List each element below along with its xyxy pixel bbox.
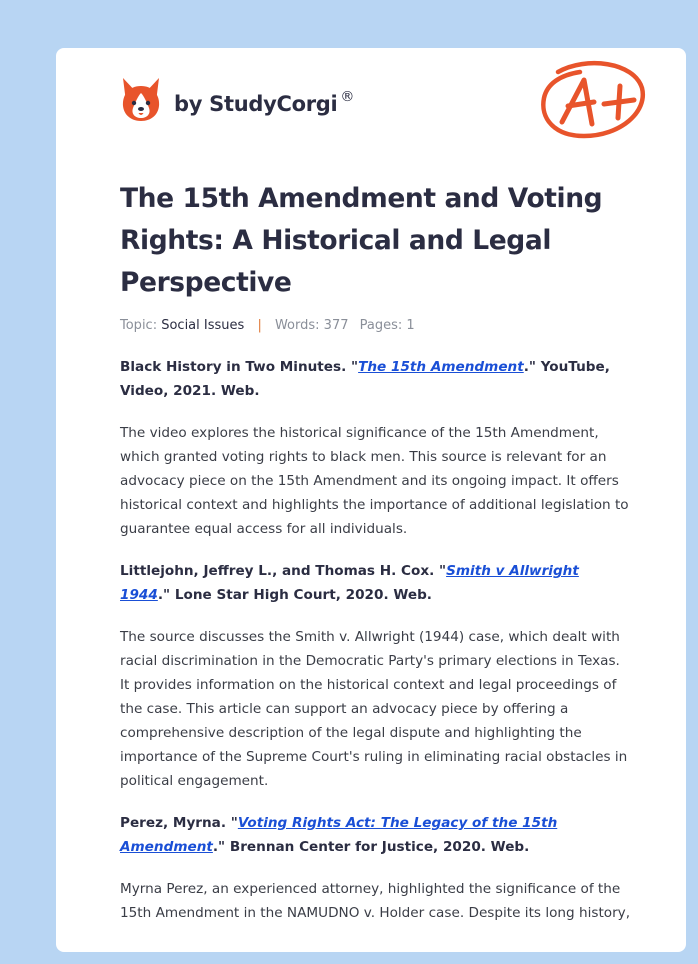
document-page: [56, 48, 686, 952]
content: [120, 178, 632, 943]
citation-text: Perez, Myrna. ": [120, 815, 238, 831]
corgi-icon: [120, 76, 162, 122]
source-link-2[interactable]: Smith v Allwright 1944: [120, 563, 579, 603]
summary-1: The video explores the historical significance of the 15th Amendment, which granted voting rights to black men. This source is relevant for an advocacy piece on the 15th Amendment and its ongoing impact. It offers historical context and highlights the importance of additional legislation to guarantee equal access for all individuals.: [120, 425, 629, 537]
grade-badge: [538, 60, 648, 146]
citation-text: Littlejohn, Jeffrey L., and Thomas H. Cox. ": [120, 563, 447, 579]
summary-2: The source discusses the Smith v. Allwright (1944) case, which dealt with racial discrimination in the Democratic Party's primary elections in Texas. It provides information on the historical context and legal proceedings of the case. This article can support an advocacy piece by offering a comprehensive description of the legal dispute and highlighting the importance of the Supreme Court's ruling in eliminating racial obstacles in political engagement.: [120, 629, 628, 789]
page-count: Pages: 1: [359, 318, 415, 333]
document-body: [120, 355, 632, 925]
brand-name: [174, 89, 355, 116]
citation-1: [120, 355, 632, 403]
a-plus-grade-icon: [538, 60, 648, 142]
citation-text: ." Brennan Center for Justice, 2020. Web.: [212, 839, 530, 855]
source-link-1[interactable]: The 15th Amendment: [358, 359, 524, 375]
registered-mark: ®: [340, 89, 355, 105]
page-header: [56, 48, 686, 158]
summary-3: Myrna Perez, an experienced attorney, highlighted the significance of the 15th Amendment in the NAMUDNO v. Holder case. Despite its long history,: [120, 881, 631, 921]
studycorgi-logo[interactable]: [120, 76, 354, 122]
topic-label: Topic:: [120, 318, 158, 333]
citation-3: [120, 811, 632, 859]
citation-text: ." YouTube, Video, 2021. Web.: [120, 359, 610, 399]
brand-text: by StudyCorgi: [174, 92, 338, 116]
source-link-3[interactable]: Voting Rights Act: The Legacy of the 15th Amendment: [120, 815, 558, 855]
citation-text: Black History in Two Minutes. ": [120, 359, 359, 375]
meta-line: [120, 318, 632, 333]
citation-text: ." Lone Star High Court, 2020. Web.: [157, 587, 432, 603]
word-count: Words: 377: [274, 318, 349, 333]
topic-link[interactable]: Social Issues: [161, 318, 245, 333]
page-title: The 15th Amendment and Voting Rights: A Historical and Legal Perspective: [120, 183, 603, 298]
meta-separator: |: [257, 318, 262, 333]
citation-2: [120, 559, 632, 607]
